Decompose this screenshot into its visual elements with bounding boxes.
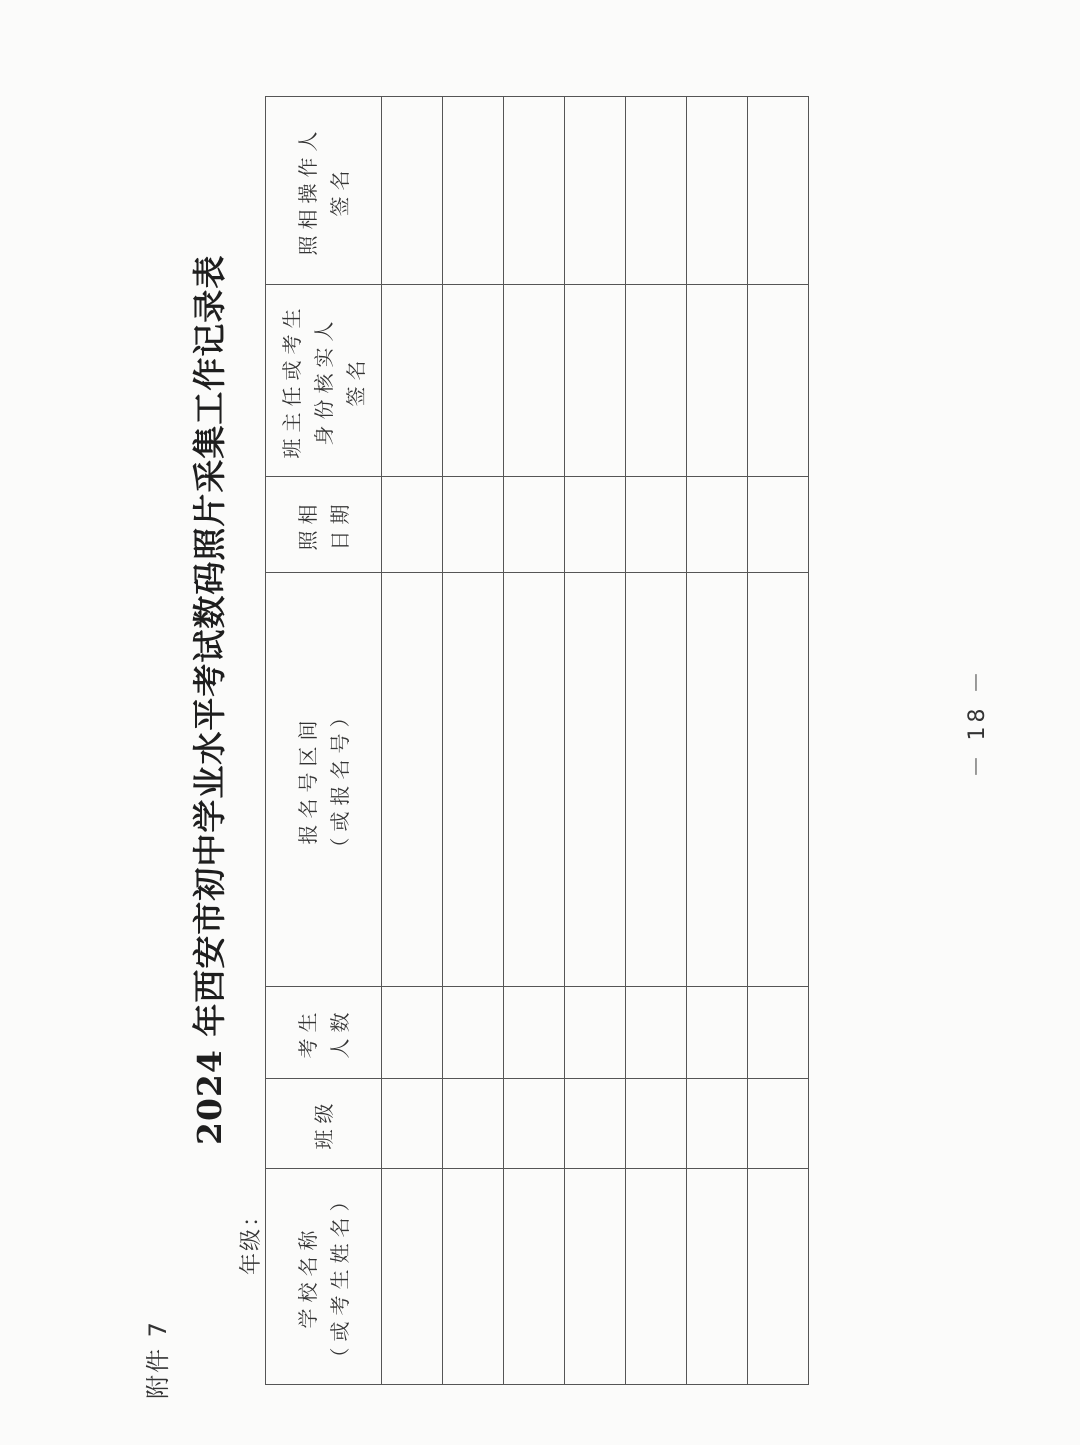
table-cell[interactable]: [626, 573, 687, 987]
table-cell[interactable]: [443, 987, 504, 1079]
header-line: 人数: [327, 1006, 352, 1059]
table-cell[interactable]: [687, 1169, 748, 1385]
table-cell[interactable]: [565, 477, 626, 573]
table-cell[interactable]: [504, 987, 565, 1079]
table-row: [687, 97, 748, 1385]
header-line: 考生: [295, 1006, 320, 1059]
header-line: 学校名称: [295, 1224, 320, 1329]
table-cell[interactable]: [443, 97, 504, 285]
table-cell[interactable]: [626, 1079, 687, 1169]
table-cell[interactable]: [565, 285, 626, 477]
table-header-row: [266, 97, 382, 1385]
header-school-name: [266, 1169, 382, 1385]
header-line: 日期: [327, 498, 352, 551]
header-line: 报名号区间: [295, 714, 320, 845]
table-cell[interactable]: [687, 573, 748, 987]
table-cell[interactable]: [687, 987, 748, 1079]
table-cell[interactable]: [382, 285, 443, 477]
header-line: 身份核实人: [311, 315, 336, 446]
table-cell[interactable]: [443, 573, 504, 987]
table-cell[interactable]: [443, 1079, 504, 1169]
table-cell[interactable]: [626, 285, 687, 477]
table-cell[interactable]: [443, 477, 504, 573]
grade-label: 年级：: [239, 1202, 264, 1275]
table-row: [504, 97, 565, 1385]
table-cell[interactable]: [382, 987, 443, 1079]
table-cell[interactable]: [504, 1169, 565, 1385]
table-cell[interactable]: [687, 477, 748, 573]
table-cell[interactable]: [382, 573, 443, 987]
table-cell[interactable]: [565, 97, 626, 285]
header-line: （或考生姓名）: [327, 1185, 352, 1368]
table-row: [382, 97, 443, 1385]
header-registration-range: [266, 573, 382, 987]
table-cell[interactable]: [748, 1169, 809, 1385]
header-class: [266, 1079, 382, 1169]
header-verifier-signature: [266, 285, 382, 477]
header-line: （或报名号）: [327, 701, 352, 858]
header-line: 签名: [327, 164, 352, 217]
attachment-label: 附件 7: [144, 1320, 172, 1399]
table-cell[interactable]: [626, 97, 687, 285]
table-cell[interactable]: [504, 285, 565, 477]
table-cell[interactable]: [748, 573, 809, 987]
table-cell[interactable]: [748, 1079, 809, 1169]
table-cell[interactable]: [748, 97, 809, 285]
table-cell[interactable]: [382, 477, 443, 573]
page-number: － 18 －: [965, 667, 990, 778]
table-row: [443, 97, 504, 1385]
header-line: 签名: [343, 354, 368, 407]
table-cell[interactable]: [687, 1079, 748, 1169]
table-cell[interactable]: [382, 97, 443, 285]
table-cell[interactable]: [504, 1079, 565, 1169]
header-line: 照相: [295, 498, 320, 551]
table-cell[interactable]: [626, 1169, 687, 1385]
table-cell[interactable]: [382, 1169, 443, 1385]
table-cell[interactable]: [504, 97, 565, 285]
table-cell[interactable]: [565, 573, 626, 987]
table-row: [626, 97, 687, 1385]
table-cell[interactable]: [504, 477, 565, 573]
table-row: [748, 97, 809, 1385]
document-title: 2024 年西安市初中学业水平考试数码照片采集工作记录表: [190, 254, 229, 1145]
table-cell[interactable]: [748, 987, 809, 1079]
table-cell[interactable]: [687, 285, 748, 477]
table-cell[interactable]: [382, 1079, 443, 1169]
table-cell[interactable]: [443, 285, 504, 477]
table-cell[interactable]: [565, 987, 626, 1079]
table-row: [565, 97, 626, 1385]
table-cell[interactable]: [565, 1079, 626, 1169]
table-cell[interactable]: [748, 285, 809, 477]
table-cell[interactable]: [504, 573, 565, 987]
table-cell[interactable]: [443, 1169, 504, 1385]
table-cell[interactable]: [565, 1169, 626, 1385]
table-cell[interactable]: [626, 477, 687, 573]
header-student-count: [266, 987, 382, 1079]
header-operator-signature: [266, 97, 382, 285]
header-line: 班主任或考生: [279, 302, 304, 459]
table-cell[interactable]: [687, 97, 748, 285]
table-cell[interactable]: [626, 987, 687, 1079]
header-line: 照相操作人: [295, 125, 320, 256]
record-table: [265, 96, 809, 1385]
table-cell[interactable]: [748, 477, 809, 573]
header-photo-date: [266, 477, 382, 573]
header-line: 班级: [311, 1097, 336, 1150]
